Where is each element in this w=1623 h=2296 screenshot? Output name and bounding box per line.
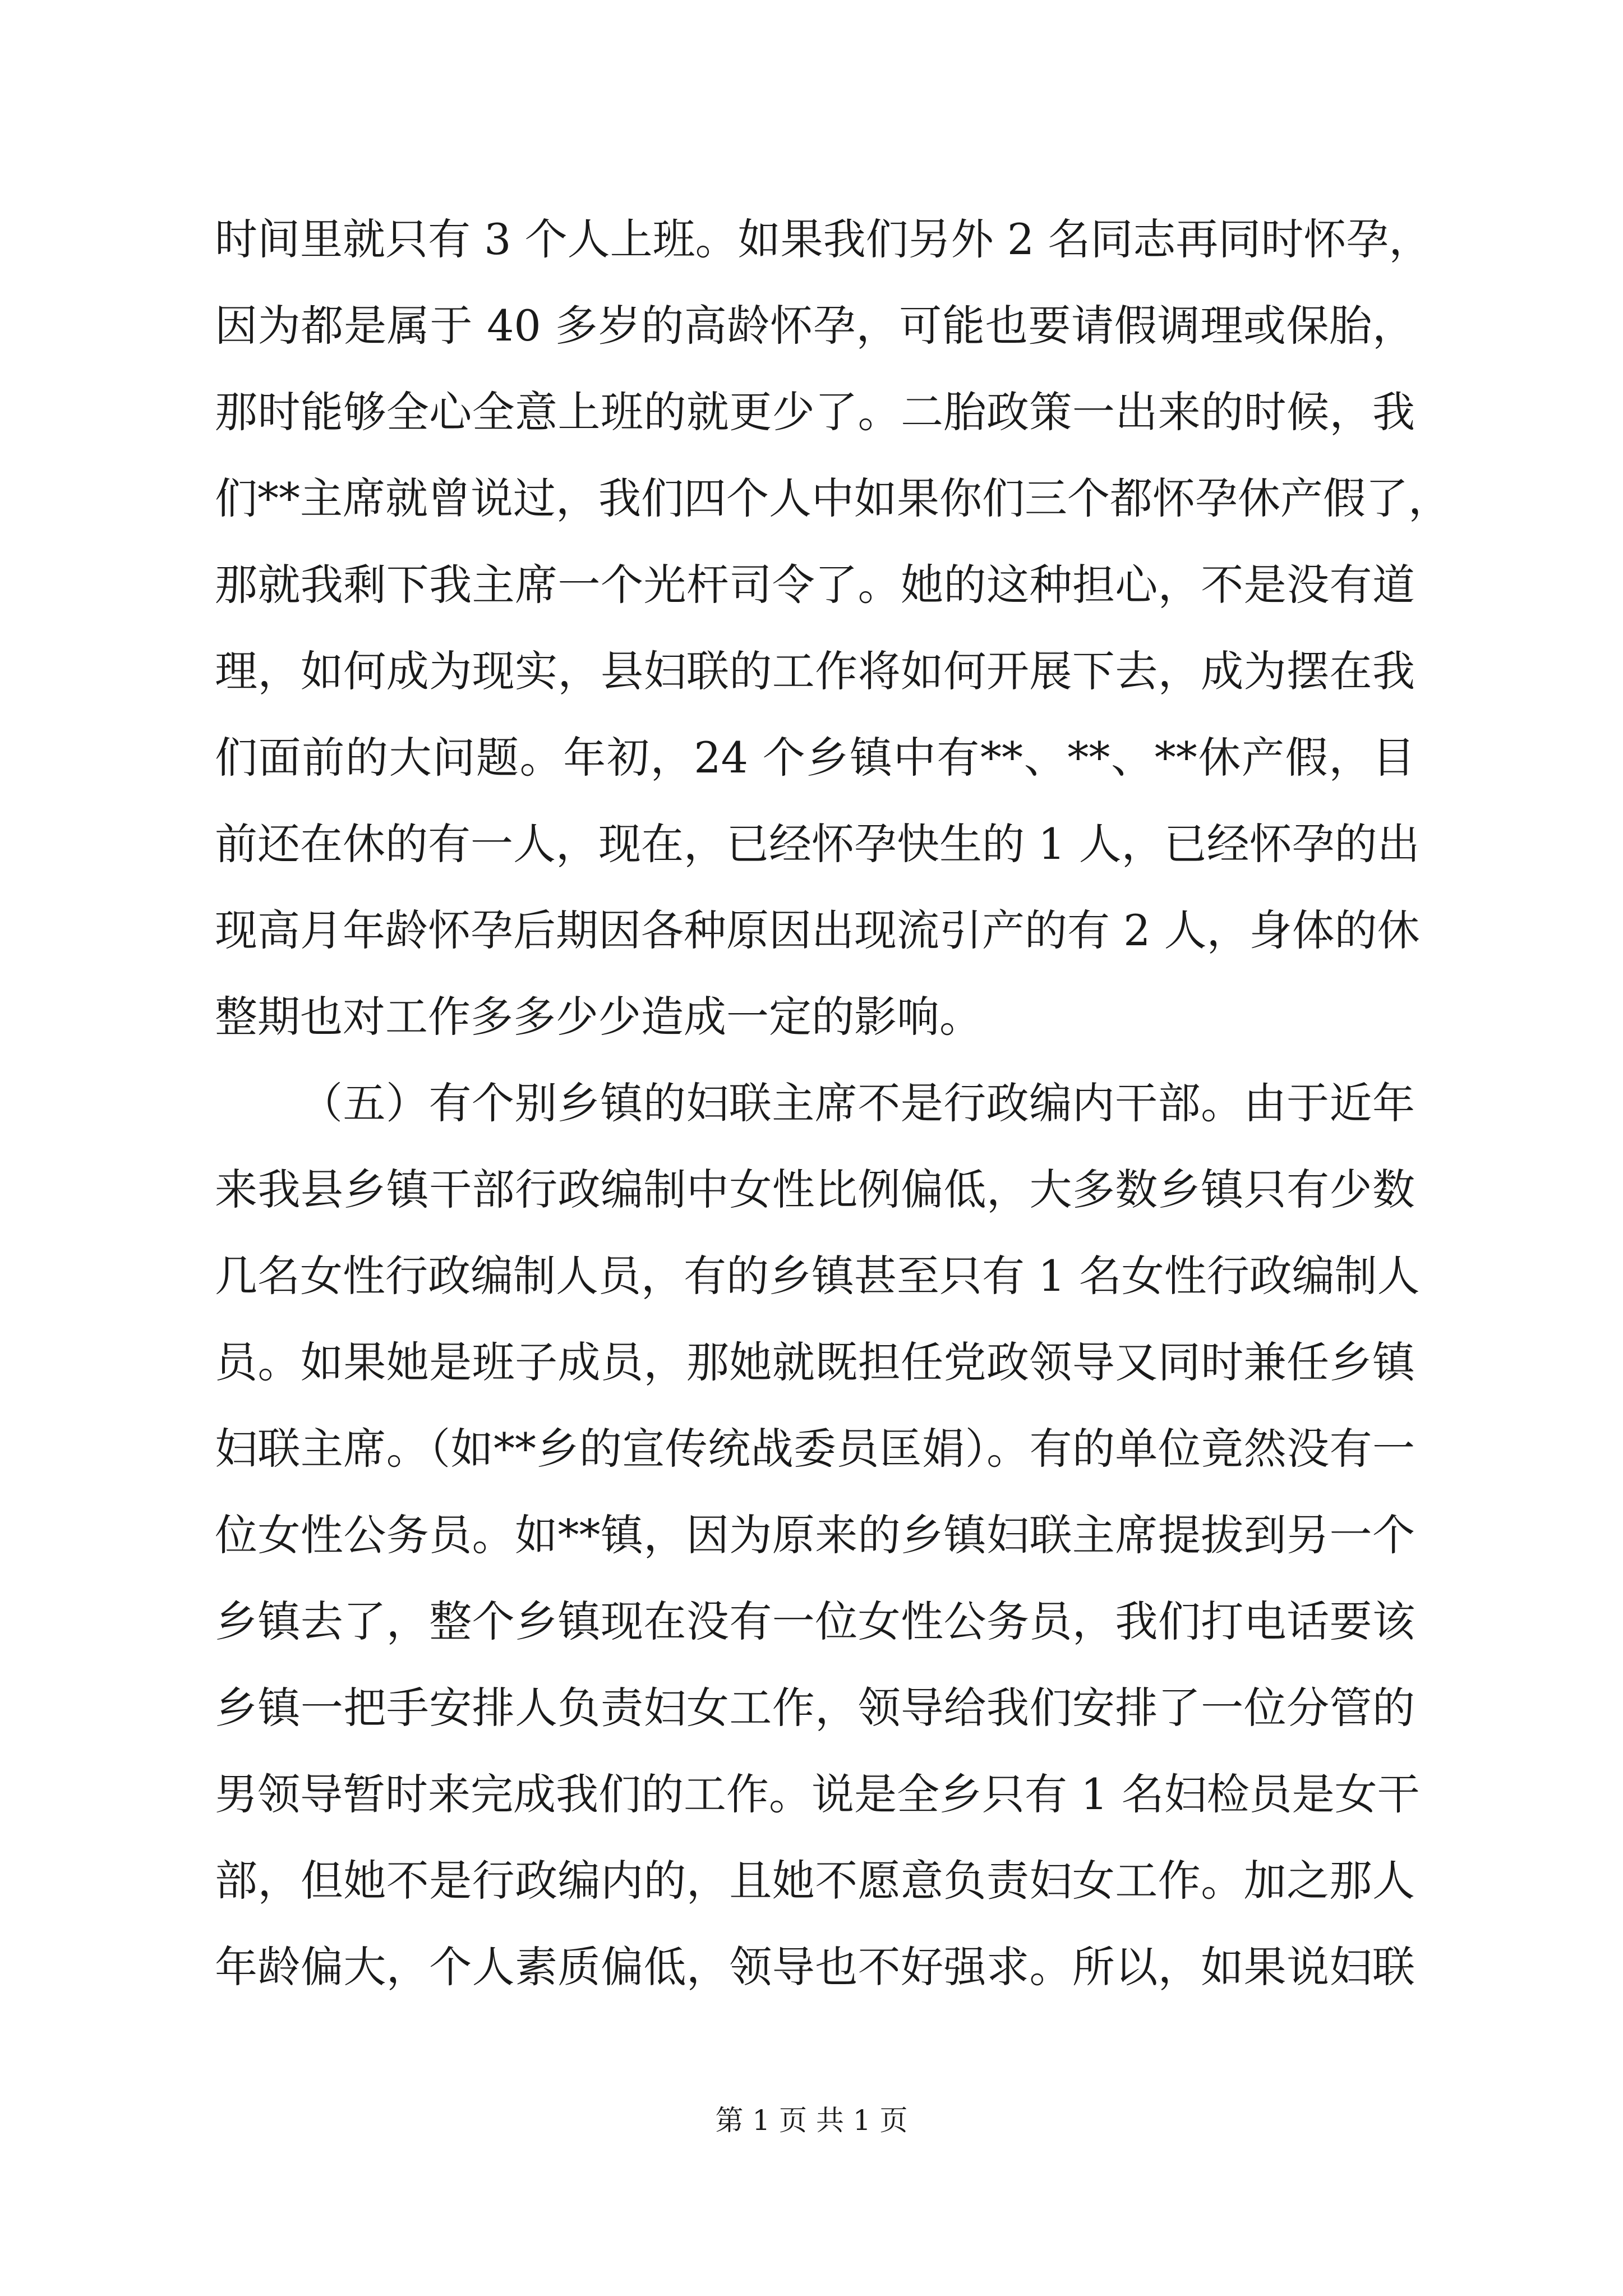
text-line: 时间里就只有 3 个人上班。如果我们另外 2 名同志再同时怀孕， [215, 214, 1432, 264]
text-line: 那就我剩下我主席一个光杆司令了。她的这种担心，不是没有道 [215, 560, 1415, 610]
text-line: 年龄偏大，个人素质偏低，领导也不好强求。所以，如果说妇联 [215, 1942, 1415, 1992]
text-line: 来我县乡镇干部行政编制中女性比例偏低，大多数乡镇只有少数 [215, 1165, 1415, 1214]
page-number-label: 第 1 页 共 1 页 [715, 2104, 908, 2137]
text-line: 乡镇一把手安排人负责妇女工作，领导给我们安排了一位分管的 [215, 1683, 1415, 1733]
text-line: 因为都是属于 40 多岁的高龄怀孕，可能也要请假调理或保胎， [215, 301, 1415, 351]
text-line: 部，但她不是行政编内的，且她不愿意负责妇女工作。加之那人 [215, 1856, 1415, 1906]
text-line: 前还在休的有一人，现在，已经怀孕快生的 1 人，已经怀孕的出 [215, 819, 1420, 869]
text-line: 那时能够全心全意上班的就更少了。二胎政策一出来的时候，我 [215, 387, 1415, 437]
text-line-paragraph-end: 整期也对工作多多少少造成一定的影响。 [215, 992, 982, 1042]
text-line: 位女性公务员。如**镇，因为原来的乡镇妇联主席提拔到另一个 [215, 1510, 1415, 1560]
text-line: 员。如果她是班子成员，那她就既担任党政领导又同时兼任乡镇 [215, 1337, 1415, 1387]
text-line: 现高月年龄怀孕后期因各种原因出现流引产的有 2 人，身体的休 [215, 905, 1420, 955]
text-line: 们**主席就曾说过，我们四个人中如果你们三个都怀孕休产假了， [215, 473, 1451, 523]
text-line: 理，如何成为现实，县妇联的工作将如何开展下去，成为摆在我 [215, 646, 1415, 696]
text-line: 男领导暂时来完成我们的工作。说是全乡只有 1 名妇检员是女干 [215, 1769, 1420, 1819]
page-footer [0, 2098, 1623, 2138]
text-line: 乡镇去了，整个乡镇现在没有一位女性公务员，我们打电话要该 [215, 1596, 1415, 1646]
text-line: 几名女性行政编制人员，有的乡镇甚至只有 1 名女性行政编制人 [215, 1251, 1420, 1301]
section-heading-line: （五）有个别乡镇的妇联主席不是行政编内干部。由于近年 [300, 1078, 1415, 1128]
document-body [215, 196, 1451, 2010]
text-line: 妇联主席。（如**乡的宣传统战委员匡娟）。有的单位竟然没有一 [215, 1424, 1415, 1474]
text-line: 们面前的大问题。年初，24 个乡镇中有**、**、**休产假，目 [215, 733, 1415, 783]
